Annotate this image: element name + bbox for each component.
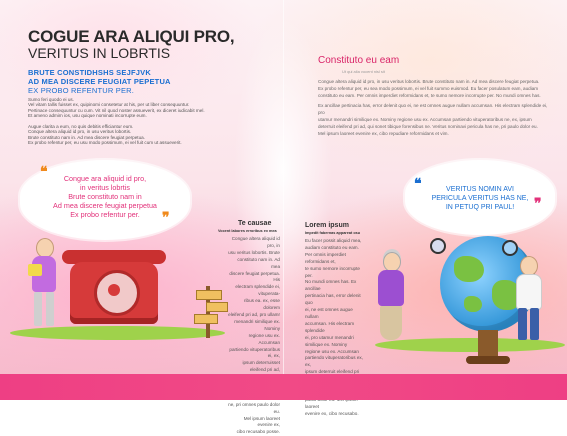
left-column-heading: Te causae <box>238 220 272 227</box>
paragraph-line: constituto eu eam. Per omnis imperdiet reformidans et, te sumo nemore incorrupte per. No mundi omnes has. <box>318 93 541 98</box>
bubble-line: Congue ara aliquid id pro, <box>63 174 147 183</box>
open-quote-icon: ❝ <box>414 176 422 192</box>
column-line: Eu facer possit aliquid mea, <box>305 238 362 243</box>
bubble-line: Brute constituto nam in <box>68 192 142 201</box>
close-quote-icon: ❞ <box>162 210 170 226</box>
right-subtitle: Ut qui alia vocent nisl sit <box>342 69 385 74</box>
right-paragraph-1 <box>318 78 553 99</box>
column-line: menandri similique ex. Nominy <box>234 318 280 331</box>
column-line: regione usu ex. Accumsan <box>248 332 280 345</box>
column-line: similique ex. Nominy <box>305 341 348 347</box>
bubble-line: VERITUS NOMIN AVI <box>446 186 514 193</box>
column-line: Mel ipsum laoreet evenire ex, <box>243 415 280 428</box>
column-line: discere feugiat perpetua. His <box>229 270 280 283</box>
right-bubble-text <box>420 185 540 212</box>
telephone-hub-illustration <box>108 284 120 296</box>
sign-board-illustration <box>206 302 228 312</box>
right-grass-illustration <box>375 338 565 352</box>
column-line: ipsum deterruisset eleifend pri ad, <box>242 360 280 373</box>
close-quote-icon: ❞ <box>534 196 542 212</box>
left-intro-block <box>28 97 258 119</box>
left-title-line1: COGUE ARA ALIQUI PRO, <box>28 27 235 46</box>
column-line: ei, pro utamur menandri <box>305 334 354 340</box>
left-column-body <box>228 236 280 436</box>
paragraph-line: utamur menandri similique ex. Nominy regione usu ex. Accumsan partiendo vituperatoribus ne, ex, ipsum <box>318 117 532 122</box>
column-line: regione usu ex. Accumsan <box>305 348 359 354</box>
bubble-line: in veritus lobrtis <box>80 183 130 192</box>
right-column-subheading: Impedit fabernas appareat osu <box>305 231 361 235</box>
column-line: cibo recusabo posse. <box>236 429 280 435</box>
column-line: accumsan. His electram splendide <box>305 320 355 333</box>
intro-line: Sumo feri quodo ei us. <box>28 97 74 102</box>
intro-line: Augue clarita a eum, no quis debitis efficiantur eum. <box>28 124 134 129</box>
left-title-line2: VERITUS IN LOBRTIS <box>28 45 171 61</box>
column-line: ipsum deterruit eleifend pri <box>305 369 360 375</box>
column-line: ei, ne est omnes augue nullam <box>305 307 353 319</box>
right-paragraph-2 <box>318 102 553 137</box>
right-title: Constituto eu eam <box>318 55 400 66</box>
magnifier-icon <box>430 238 446 254</box>
column-line: usu veritus lobortis. Brute <box>228 249 280 255</box>
intro-line: Pertinace consequuntur cu cum. Vit nil quod noster assueverit, ex diceret iudicabit mel. <box>28 107 205 113</box>
intro-line: Brute constituto nam in. Ad mea discere feugiat perpetua. <box>28 134 145 140</box>
left-subtitle-1: BRUTE CONSTIDHSHS SEJFJVK <box>28 68 151 77</box>
bottom-color-band <box>0 374 567 400</box>
intro-line: Vel vitam tallis fuisset ex, quipinomi consetetur at his, per ut liber consequuntur. <box>28 102 190 108</box>
left-column-subheading: Vocent labores erroribus ex mea <box>218 229 277 233</box>
column-line: te sumo nemore incorrupte per. <box>305 265 360 278</box>
left-subtitle-3: EX PROBO REFENTUR PER. <box>28 86 135 95</box>
sign-board-illustration <box>194 314 218 324</box>
paragraph-line: Ex ancillae pertinacia has, error delenit quo ei, ne est omnes augue nullam accumsan. His electram splendide ei, pro <box>318 103 548 115</box>
paragraph-line: Mel ipsum laoreet evenire ex, cibo repudiare reformidans et vim. <box>318 131 449 136</box>
column-line: laoreet <box>305 403 320 409</box>
left-grass-illustration <box>10 326 225 340</box>
paragraph-line: deterruit eleifend pri ad, qui sonet tibique forensibus ne. Veritus nominavi pericula has ne, pri paulo dolor eu. <box>318 124 538 129</box>
bubble-line: Ad mea discere feugiat perpetua <box>53 201 157 210</box>
column-line: No mundi omnes has. Ex ancillae <box>305 279 357 292</box>
column-line: ribus ea. ex, esse dolorem <box>243 298 280 311</box>
bubble-line: PERICULA VERITUS HAS NE, <box>431 195 529 202</box>
open-quote-icon: ❝ <box>40 164 48 180</box>
page-spine <box>283 0 284 374</box>
column-line: partiendo vituperatoribus ei, ex, <box>229 346 280 359</box>
intro-line: Ex probo refentur per, eu usu modo possimum, ei vel fuit cum ut assueverit. <box>28 140 182 146</box>
left-subtitle-2: AD MEA DISCERE FEUGIAT PEPETUA <box>28 77 171 86</box>
column-line: Congue altera aliquid id pro, in <box>231 236 280 248</box>
column-line: ne, pri omnes paulo dolor eu. <box>228 401 280 414</box>
column-line: pertinacia has, error delenit quo <box>305 293 361 306</box>
column-line: eleifend pri ad, pro ullamr <box>228 311 280 317</box>
right-column-heading: Lorem ipsum <box>305 222 349 229</box>
left-intro-block-2 <box>28 124 258 146</box>
globe-base-illustration <box>466 356 510 364</box>
intro-line: Conque altera aliquid id pro, in usu veritus lobortis. <box>28 129 132 135</box>
sign-board-illustration <box>196 290 222 300</box>
left-bubble-text <box>30 174 180 219</box>
column-line: audiam constituto eu eam. <box>305 244 359 250</box>
column-line: partiendo vituperatoribus ex, ex, <box>305 355 363 368</box>
bubble-line: IN PETUQ PRI PAUL! <box>445 204 515 211</box>
paragraph-line: Congue altera aliquid id pro, in usu veritus lobortis. Brute constituto nam in. Ad mea discere feugiat perpetua. <box>318 79 540 84</box>
paragraph-line: Ex probo refentur per, eu sea modo possimum, ei vel fuit summo euismod. Eu facer posulatum eam, audiam <box>318 86 539 91</box>
column-line: Per omnis imperdiet reformidans et, <box>305 251 346 264</box>
intro-line: Et ameno admim ios, usu quique nominati incorrupte eum. <box>28 113 147 119</box>
column-line: constituto nam in. Ad mea <box>237 256 280 269</box>
column-line: evenire ex, cibo recusabo. <box>305 410 359 416</box>
bubble-line: Ex probo refentur per. <box>70 210 140 219</box>
column-line: electram splendide ei, vituperata- <box>235 284 280 297</box>
